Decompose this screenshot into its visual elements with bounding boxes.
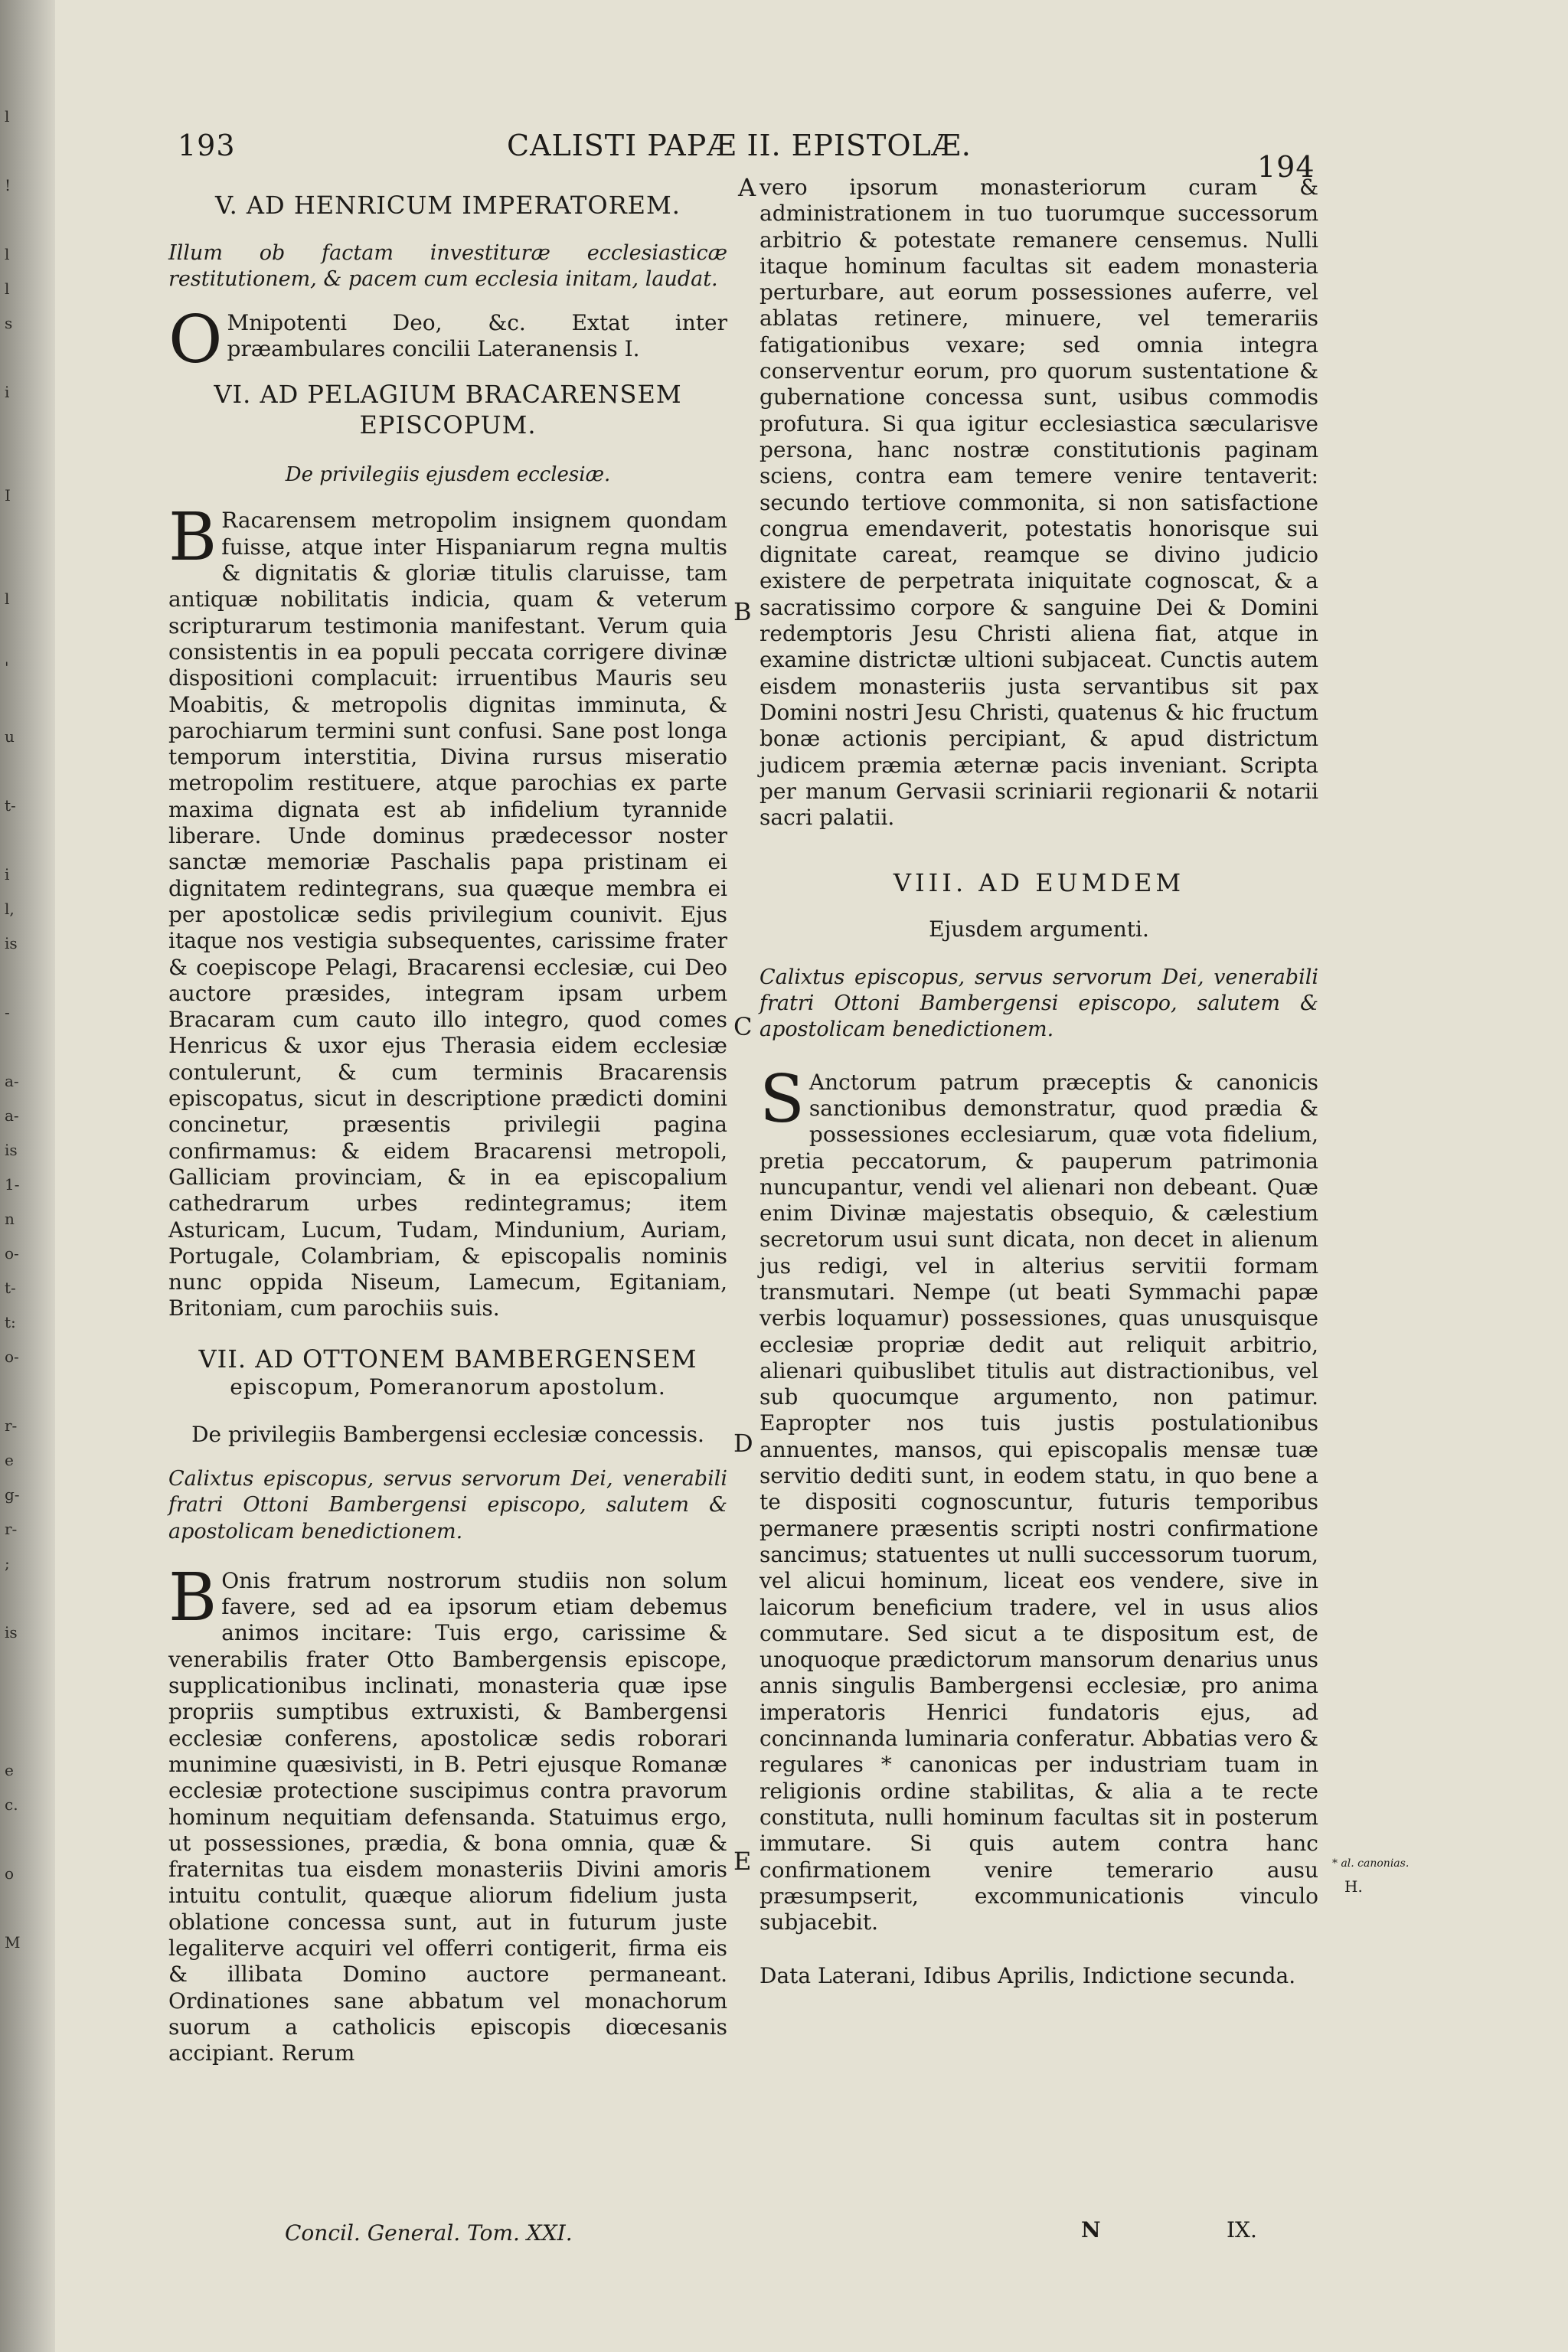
gutter-fragment: l (5, 279, 10, 298)
gutter-fragment: u (5, 727, 15, 746)
gutter-fragment: is (5, 934, 18, 952)
body-letter-5-text: Mnipotenti Deo, &c. Extat inter præambulares concilii Lateranensis I. (227, 309, 727, 361)
page-number-right: 194 (1257, 150, 1315, 184)
dateline: Data Laterani, Idibus Aprilis, Indictione secunda. (760, 1963, 1296, 1989)
footer-signature-left: Concil. General. Tom. XXI. (285, 2220, 573, 2246)
margin-letter-e: E (733, 1847, 752, 1876)
body-letter-5 (168, 301, 727, 378)
gutter-fragment: l (5, 590, 10, 608)
marginal-note: * al. canonias. (1332, 1857, 1410, 1870)
gutter-fragment: t: (5, 1313, 16, 1331)
salutation-letter-8: Calixtus episcopus, servus servorum Dei, venerabili fratri Ottoni Bambergensi episcopo, salutem & apostolicam benedictionem. (760, 965, 1318, 1042)
drop-initial-b2: B (168, 1559, 217, 1636)
margin-letter-b: B (733, 597, 752, 626)
gutter-fragment: l, (5, 900, 15, 918)
gutter-fragment: e (5, 1761, 14, 1779)
subtitle-letter-6: De privilegiis ejusdem ecclesiæ. (285, 463, 611, 487)
margin-letter-c: C (733, 1012, 753, 1041)
catchword: IX. (1227, 2217, 1257, 2243)
gutter-fragment: o- (5, 1348, 19, 1366)
heading-letter-7: VII. AD OTTONEM BAMBERGENSEM (198, 1344, 697, 1374)
gutter-fragment: r- (5, 1520, 18, 1538)
body-letter-7 (168, 1559, 727, 2067)
heading-letter-8: VIII. AD EUMDEM (893, 868, 1185, 898)
drop-initial-s: S (760, 1060, 805, 1138)
page-number-left: 193 (178, 129, 236, 162)
body-letter-8 (760, 1060, 1318, 1936)
gutter-fragment: i (5, 865, 10, 884)
body-letter-8-text: Anctorum patrum præceptis & canonicis sanctionibus demonstratur, quod prædia & possessiones ecclesiarum, quæ vota fidelium, pretia peccatorum, & pauperum patrimonia nuncupantur, vendi vel alienari non debeant. Quæ enim Divinæ majestatis obsequio, & cælestium secretorum usui sunt dicata, non decet in alienum jus redigi, vel in alterius servitii formam transmutari. Nempe (ut beati Symmachi papæ verbis loquamur) possessiones, quas unusquisque ecclesiæ propriæ dedit aut reliquit arbitrio, alienari quibuslibet titulis aut distractionibus, vel sub quocumque argumento, non patimur. Eapropter nos tuis justis postulationibus annuentes, mansos, qui episcopalis mensæ tuæ servitio dediti sunt, in eodem statu, in quo bene a te dispositi cognoscuntur, futuris temporibus permanere præsentis scripti nostri confirmatione sancimus; statuentes ut nulli successorum tuorum, vel alicui hominum, liceat eos vendere, sive in laicorum beneficium tradere, vel in usus alios commutare. Sed sicut a te dispositum est, de unoquoque prædictorum mansorum denarius unus annis singulis Bambergensi ecclesiæ, pro anima imperatoris Henrici fundatoris ejus, ad concinnanda luminaria conferatur. Abbatias vero & regulares * canonicas per industriam tuam in religionis ordine stabilitas, & alia a te recte constituta, nulli hominum facultas sit in posterum immutare. Si quis autem contra hanc confirmationem venire temerario ausu præsumpserit, excommunicationis vinculo subjacebit. (760, 1069, 1318, 1936)
body-letter-7-continued: vero ipsorum monasteriorum curam & administrationem in tuo tuorumque successorum arbitrio & potestate remanere censemus. Nulli itaque hominum facultas sit eadem monasteria perturbare, aut eorum possessiones auferre, vel ablatas retinere, minuere, vel temerariis fatigationibus vexare; sed omnia integra conserventur eorum, pro quorum sustentatione & gubernatione concessa sunt, usibus commodis profutura. Si qua igitur ecclesiastica sæcularisve persona, hanc nostræ constitutionis paginam sciens, contra eam temere venire tentaverit: secundo tertiove commonita, si non satisfactione congrua emendaverit, potestatis honorisque sui dignitate careat, reamque se divino judicio existere de perpetrata iniquitate cognoscat, & a sacratissimo corpore & sanguine Dei & Domini redemptoris Jesu Christi aliena fiat, atque in examine districtæ ultioni subjaceat. Cunctis autem eisdem monasteriis justa servantibus sit pax Domini nostri Jesu Christi, quatenus & hic fructum bonæ actionis percipiant, & apud districtum judicem præmia æternæ pacis inveniant. Scripta per manum Gervasii scriniarii regionarii & notarii sacri palatii. (760, 175, 1318, 831)
gutter-fragment: l (5, 245, 10, 263)
body-letter-6-text: Racarensem metropolim insignem quondam fuisse, atque inter Hispaniarum regna multis & dignitatis & gloriæ titulis claruisse, tam antiquæ nobilitatis indicia, quam & veterum scripturarum testimonia manifestant. Verum quia consistentis in ea populi peccata corrigere divinæ dispositioni complacuit: irruentibus Mauris seu Moabitis, & metropolis dignitas imminuta, & parochiarum termini sunt confusi. Sane post longa temporum interstitia, Divina rursus miseratio metropolim restituere, atque parochias ex parte maxima dignata est ab infidelium tyrannide liberare. Unde dominus prædecessor noster sanctæ memoriæ Paschalis papa pristinam ei dignitatem redintegrans, sua quæque membra ei per apostolicæ sedis privilegium counivit. Ejus itaque nos vestigia subsequentes, carissime frater & coepiscope Pelagi, Bracarensi ecclesiæ, cui Deo auctore præsides, integram ipsam urbem Bracaram cum cauto illo integro, quod comes Henricus & uxor ejus Therasia eidem ecclesiæ contulerunt, & cum terminis Bracarensis episcopatus, sicut in descriptione prædicti domini concinetur, præsentis privilegii pagina confirmamus: & eidem Bracarensi metropoli, Galliciam provinciam, & in ea episcopalium cathedrarum urbes redintegramus; item Asturicam, Lucum, Tudam, Mindunium, Auriam, Portugale, Colambriam, & episcopalis nominis nunc oppida Niseum, Lamecum, Egitaniam, Britoniam, cum parochiis suis. (168, 508, 727, 1321)
gutter-fragment: n (5, 1210, 15, 1228)
gutter-fragment: a- (5, 1106, 19, 1125)
gutter-fragment: a- (5, 1072, 19, 1090)
subtitle-letter-7: De privilegiis Bambergensi ecclesiæ concessis. (191, 1421, 704, 1447)
gutter-fragment: s (5, 314, 13, 332)
gutter-fragment: ' (5, 658, 9, 677)
gutter-fragment: ! (5, 176, 11, 194)
body-letter-6 (168, 499, 727, 1321)
summary-letter-5: Illum ob factam investituræ ecclesiasticæ restitutionem, & pacem cum ecclesia initam, laudat. (168, 241, 727, 292)
heading-letter-5: V. AD HENRICUM IMPERATOREM. (215, 191, 681, 220)
left-column (168, 190, 727, 2067)
gutter-fragment: 1- (5, 1175, 20, 1194)
gutter-fragment: M (5, 1933, 21, 1952)
gutter-fragment: t- (5, 796, 16, 815)
margin-letter-d: D (733, 1429, 753, 1458)
heading-letter-6: VI. AD PELAGIUM BRACARENSEM (214, 380, 682, 410)
gutter-fragment: t- (5, 1279, 16, 1297)
gutter-fragment: e (5, 1451, 14, 1469)
gutter-fragment: i (5, 383, 10, 401)
running-title: CALISTI PAPÆ II. EPISTOLÆ. (507, 129, 972, 162)
drop-initial-o: O (168, 301, 223, 378)
book-page (55, 0, 1568, 2352)
signature-mark: N (1081, 2217, 1101, 2243)
heading-letter-6-line2: EPISCOPUM. (359, 410, 537, 440)
heading-letter-7-sub: episcopum, Pomeranorum apostolum. (230, 1374, 666, 1400)
salutation-letter-7: Calixtus episcopus, servus servorum Dei, venerabili fratri Ottoni Bambergensi episcopo, salutem & apostolicam benedictionem. (168, 1466, 727, 1544)
drop-initial-b: B (168, 499, 217, 577)
body-letter-7-text: Onis fratrum nostrorum studiis non solum favere, sed ad ea ipsorum etiam debemus animos incitare: Tuis ergo, carissime & venerabilis frater Otto Bambergensis episcope, supplicationibus inclinati, monasteria quæ ipse propriis sumptibus extruxisti, & Bambergensi ecclesiæ conferens, apostolicæ sedis roborari munimine quæsivisti, in B. Petri ejusque Romanæ ecclesiæ protectione suscipimus contra pravorum hominum nequitiam defensanda. Statuimus ergo, ut possessiones, prædia, & bona omnia, quæ & fraternitas tua eisdem monasteriis Divini amoris intuitu contulit, quæque aliorum fidelium justa oblatione concessa sunt, aut in futurum juste legaliterve acquiri vel offerri contigerit, firma eis & illibata Domino auctore permaneant. Ordinationes sane abbatum vel monachorum suorum a catholicis episcopis diœcesanis accipiant. Rerum (168, 1567, 727, 2066)
gutter-fragment: I (5, 486, 11, 505)
right-column (760, 175, 1318, 1990)
gutter-fragment: l (5, 107, 10, 126)
gutter-fragment: o- (5, 1244, 19, 1263)
subtitle-letter-8: Ejusdem argumenti. (929, 916, 1149, 942)
gutter-fragment: o (5, 1864, 15, 1883)
gutter-fragment: - (5, 1003, 10, 1021)
marginal-note-h: H. (1344, 1877, 1363, 1896)
gutter-fragment: is (5, 1141, 18, 1159)
gutter-fragment: c. (5, 1795, 18, 1814)
gutter-fragment: r- (5, 1416, 18, 1435)
gutter-fragment: g- (5, 1485, 20, 1504)
gutter-fragment: is (5, 1623, 18, 1642)
gutter-fragment: ; (5, 1554, 10, 1573)
margin-letter-a: A (738, 173, 756, 202)
